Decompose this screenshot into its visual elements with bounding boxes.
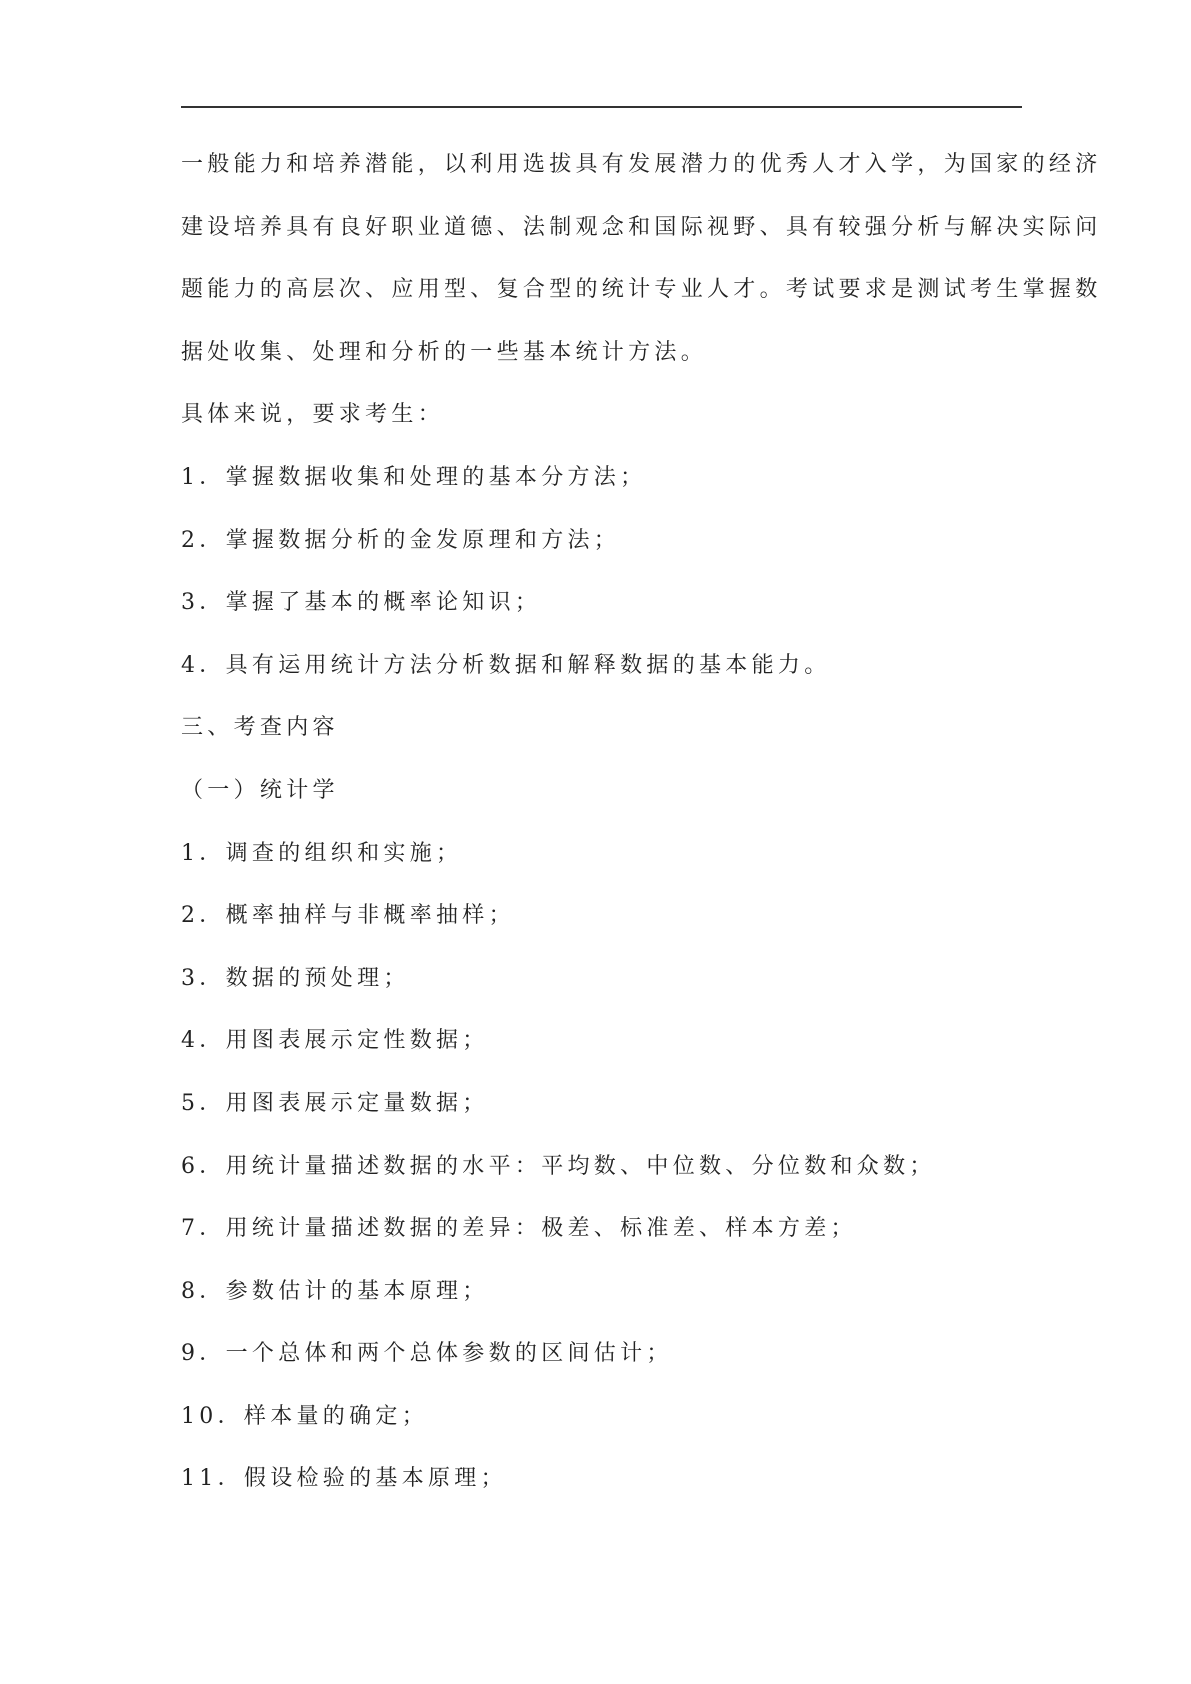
- subsection-heading: （一）统计学: [181, 777, 339, 803]
- content-item: 7．用统计量描述数据的差异：极差、标准差、样本方差；: [181, 1216, 857, 1242]
- content-item: 5．用图表展示定量数据；: [181, 1090, 489, 1116]
- paragraph-line: 题能力的高层次、应用型、复合型的统计专业人才。考试要求是测试考生掌握数: [181, 277, 1102, 303]
- header-rule: [181, 106, 1022, 108]
- content-item: 9．一个总体和两个总体参数的区间估计；: [181, 1341, 673, 1367]
- content-item: 10．样本量的确定；: [181, 1403, 428, 1429]
- requirement-item: 3．掌握了基本的概率论知识；: [181, 590, 542, 616]
- requirement-item: 4．具有运用统计方法分析数据和解释数据的基本能力。: [181, 652, 831, 678]
- content-item: 2．概率抽样与非概率抽样；: [181, 903, 515, 929]
- content-item: 8．参数估计的基本原理；: [181, 1278, 489, 1304]
- requirement-item: 1．掌握数据收集和处理的基本分方法；: [181, 464, 647, 490]
- content-item: 3．数据的预处理；: [181, 965, 410, 991]
- document-body: [181, 150, 1102, 1527]
- paragraph-line: 建设培养具有良好职业道德、法制观念和国际视野、具有较强分析与解决实际问: [181, 214, 1102, 240]
- paragraph-line: 据处收集、处理和分析的一些基本统计方法。: [181, 339, 708, 365]
- content-item: 1．调查的组织和实施；: [181, 840, 463, 866]
- requirements-intro: 具体来说，要求考生：: [181, 402, 445, 428]
- content-item: 11．假设检验的基本原理；: [181, 1466, 507, 1492]
- paragraph-line: 一般能力和培养潜能，以利用选拔具有发展潜力的优秀人才入学，为国家的经济: [181, 152, 1102, 177]
- section-heading: 三、考查内容: [181, 715, 339, 741]
- content-item: 4．用图表展示定性数据；: [181, 1028, 489, 1054]
- requirement-item: 2．掌握数据分析的金发原理和方法；: [181, 527, 621, 553]
- content-item: 6．用统计量描述数据的水平：平均数、中位数、分位数和众数；: [181, 1153, 936, 1179]
